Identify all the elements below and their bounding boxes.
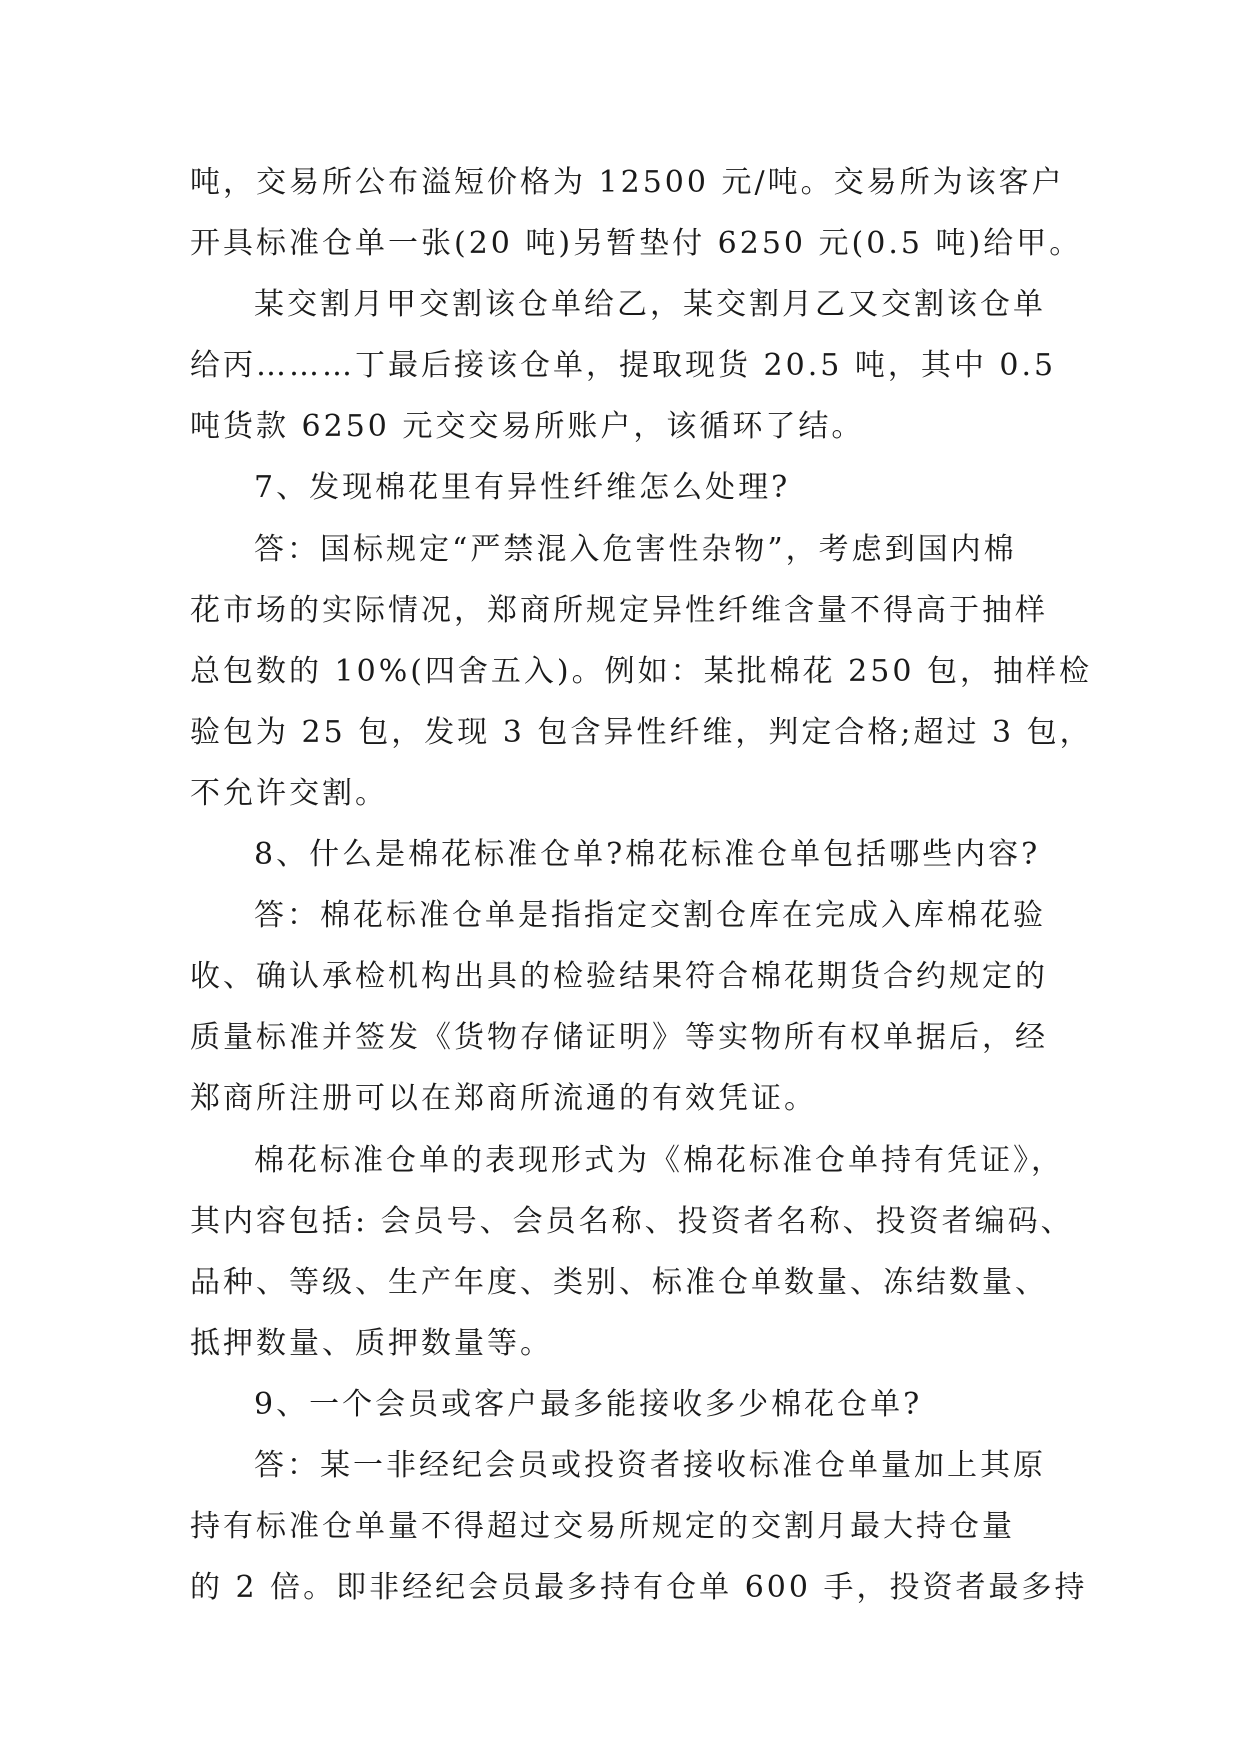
text-line: 给丙………丁最后接该仓单，提取现货 20.5 吨，其中 0.5 xyxy=(190,348,1057,384)
text-line: 品种、等级、生产年度、类别、标准仓单数量、冻结数量、 xyxy=(190,1264,1048,1300)
question-heading-8: 8、什么是棉花标准仓单?棉花标准仓单包括哪些内容? xyxy=(254,837,1041,873)
text-line: 郑商所注册可以在郑商所流通的有效凭证。 xyxy=(190,1081,817,1117)
answer-start-line: 答：国标规定“严禁混入危害性杂物”，考虑到国内棉 xyxy=(254,531,1017,567)
paragraph-start-line: 棉花标准仓单的表现形式为《棉花标准仓单持有凭证》， xyxy=(254,1142,1064,1178)
paragraph-start-line: 某交割月甲交割该仓单给乙，某交割月乙又交割该仓单 xyxy=(254,287,1046,323)
text-line: 吨，交易所公布溢短价格为 12500 元/吨。交易所为该客户 xyxy=(190,165,1065,200)
question-heading-7: 7、发现棉花里有异性纤维怎么处理? xyxy=(254,470,791,506)
text-line: 验包为 25 包，发现 3 包含异性纤维，判定合格;超过 3 包， xyxy=(190,714,1093,750)
text-line: 的 2 倍。即非经纪会员最多持有仓单 600 手，投资者最多持 xyxy=(190,1570,1088,1606)
text-line: 吨货款 6250 元交交易所账户，该循环了结。 xyxy=(190,409,865,445)
answer-start-line: 答：某一非经纪会员或投资者接收标准仓单量加上其原 xyxy=(254,1447,1046,1483)
text-line: 不允许交割。 xyxy=(190,775,388,811)
body-text xyxy=(190,152,1093,1618)
question-heading-9: 9、一个会员或客户最多能接收多少棉花仓单? xyxy=(254,1386,923,1422)
text-line: 抵押数量、质押数量等。 xyxy=(190,1325,553,1361)
text-line: 持有标准仓单量不得超过交易所规定的交割月最大持仓量 xyxy=(190,1509,1015,1545)
text-line: 质量标准并签发《货物存储证明》等实物所有权单据后，经 xyxy=(190,1020,1048,1056)
text-line: 收、确认承检机构出具的检验结果符合棉花期货合约规定的 xyxy=(190,959,1048,995)
text-line: 花市场的实际情况，郑商所规定异性纤维含量不得高于抽样 xyxy=(190,592,1048,628)
answer-start-line: 答：棉花标准仓单是指指定交割仓库在完成入库棉花验 xyxy=(254,898,1046,934)
text-line: 其内容包括: 会员号、会员名称、投资者名称、投资者编码、 xyxy=(190,1203,1074,1239)
text-line: 总包数的 10%(四舍五入)。例如：某批棉花 250 包，抽样检 xyxy=(190,653,1092,689)
text-line: 开具标准仓单一张(20 吨)另暂垫付 6250 元(0.5 吨)给甲。 xyxy=(190,226,1083,262)
